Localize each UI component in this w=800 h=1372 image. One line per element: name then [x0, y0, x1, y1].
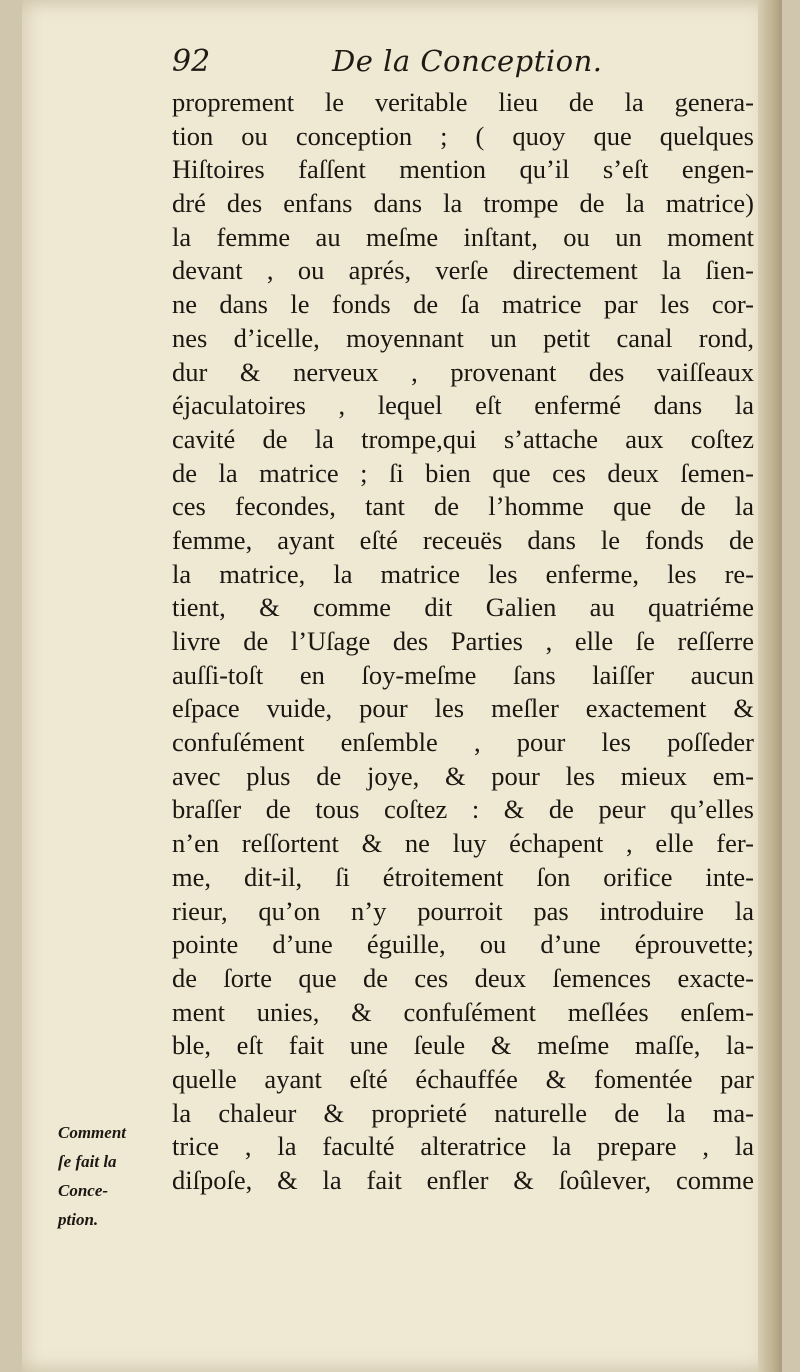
body-text	[172, 86, 754, 1198]
text-line: confuſément enſemble , pour les poſſeder	[172, 727, 754, 758]
page-edge	[758, 0, 782, 1372]
text-line: rieur, qu’on n’y pourroit pas introduire la	[172, 895, 754, 926]
text-line: la matrice, la matrice les enferme, les re-	[172, 558, 754, 589]
marginal-note-line: Conce-	[58, 1181, 109, 1200]
text-line: ble, eſt fait une ſeule & meſme maſſe, la-	[172, 1030, 754, 1061]
text-line: ment unies, & confuſément meſlées enſem-	[172, 996, 754, 1027]
text-line: dré des enfans dans la trompe de la matrice)	[172, 188, 754, 219]
text-line: diſpoſe, & la fait enfler & ſoûlever, comme	[172, 1165, 754, 1195]
text-line: braſſer de tous coſtez : & de peur qu’elles	[172, 794, 754, 825]
text-line: ne dans le fonds de ſa matrice par les cor-	[172, 289, 754, 320]
text-line: devant , ou aprés, verſe directement la ſien-	[172, 255, 754, 286]
text-line: cavité de la trompe,qui s’attache aux coſtez	[172, 423, 754, 454]
text-line: trice , la faculté alteratrice la prepare , la	[172, 1131, 754, 1162]
text-line: femme, ayant eſté receuës dans le fonds de	[172, 524, 754, 555]
page-number: 92	[172, 44, 211, 79]
text-line: n’en reſſortent & ne luy échapent , elle fer-	[172, 828, 754, 859]
running-head: De la Conception.	[332, 44, 603, 78]
text-line: de ſorte que de ces deux ſemences exacte-	[172, 962, 754, 993]
text-line: livre de l’Uſage des Parties , elle ſe reſſerre	[172, 626, 754, 656]
text-line: tion ou conception ; ( quoy que quelques	[172, 120, 754, 151]
text-line: la femme au meſme inſtant, ou un moment	[172, 221, 754, 252]
text-line: avec plus de joye, & pour les mieux em-	[172, 760, 754, 791]
text-line: de la matrice ; ſi bien que ces deux ſemen-	[172, 457, 754, 488]
marginal-note-line: Comment	[58, 1123, 127, 1142]
text-line: me, dit-il, ſi étroitement ſon orifice inte-	[172, 861, 754, 892]
page-header	[172, 44, 752, 84]
text-line: la chaleur & proprieté naturelle de la ma-	[172, 1097, 754, 1128]
text-line: ces fecondes, tant de l’homme que de la	[172, 491, 754, 522]
text-line: auſſi-toſt en ſoy-meſme ſans laiſſer aucun	[172, 659, 754, 690]
text-line: tient, & comme dit Galien au quatriéme	[172, 592, 754, 623]
marginal-note-line: ption.	[58, 1210, 99, 1229]
text-line: quelle ayant eſté échauffée & fomentée par	[172, 1063, 754, 1094]
text-line: eſpace vuide, pour les meſler exactement &	[172, 693, 754, 724]
text-line: pointe d’une éguille, ou d’une éprouvette;	[172, 929, 754, 960]
text-line: nes d’icelle, moyennant un petit canal rond,	[172, 322, 754, 353]
text-line: éjaculatoires , lequel eſt enfermé dans la	[172, 390, 754, 421]
text-line: dur & nerveux , provenant des vaiſſeaux	[172, 356, 754, 387]
marginal-note-line: ſe fait la	[58, 1152, 117, 1171]
text-line: proprement le veritable lieu de la genera-	[172, 87, 754, 117]
text-line: Hiſtoires faſſent mention qu’il s’eſt engen-	[172, 154, 754, 185]
marginal-note	[58, 1118, 170, 1234]
